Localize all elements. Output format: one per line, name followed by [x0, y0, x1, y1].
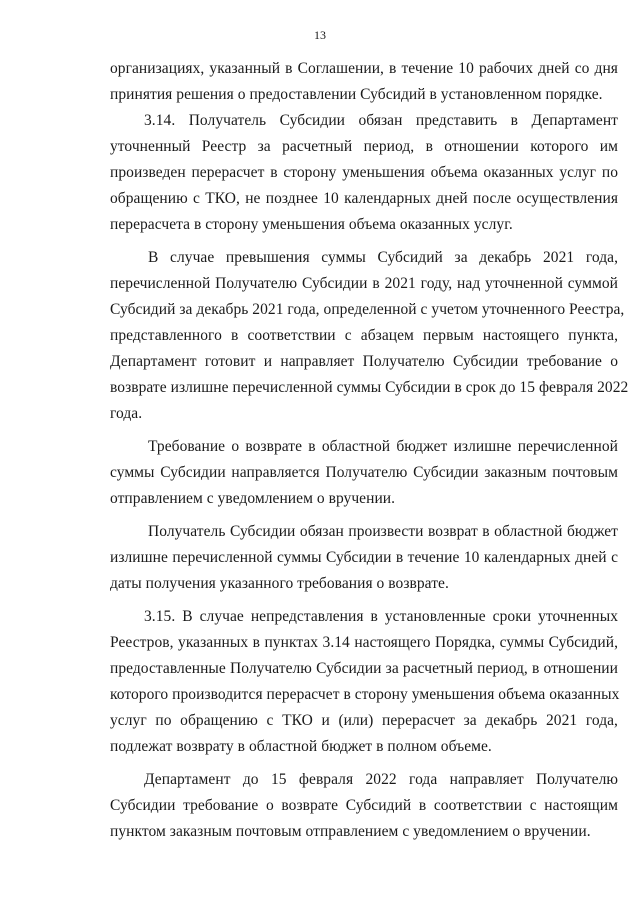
text-line: суммы Субсидии направляется Получателю Субсидии заказным почтовым: [110, 464, 618, 481]
text-line: обращению с ТКО, не позднее 10 календарных дней после осуществления: [110, 190, 618, 207]
text-line: Реестров, указанных в пунктах 3.14 настоящего Порядка, суммы Субсидий,: [110, 634, 618, 651]
text-line: Получатель Субсидии обязан произвести возврат в областной бюджет: [148, 523, 618, 540]
text-line: пунктом заказным почтовым отправлением с уведомлением о вручении.: [110, 823, 591, 840]
text-line: уточненный Реестр за расчетный период, в отношении которого им: [110, 138, 618, 155]
text-line: перерасчета в сторону уменьшения объема оказанных услуг.: [110, 216, 513, 233]
text-line: В случае превышения суммы Субсидий за декабрь 2021 года,: [148, 249, 618, 266]
text-line: предоставленные Получателю Субсидии за расчетный период, в отношении: [110, 660, 618, 677]
text-line: Департамент готовит и направляет Получателю Субсидии требование о: [110, 353, 618, 370]
page-number: 13: [314, 28, 326, 42]
text-line: представленного в соответствии с абзацем первым настоящего пункта,: [110, 327, 618, 344]
text-line: организациях, указанный в Соглашении, в течение 10 рабочих дней со дня: [110, 60, 618, 77]
paragraph-gap: [110, 427, 618, 434]
paragraph-3-14: [110, 108, 618, 238]
text-line: Департамент до 15 февраля 2022 года направляет Получателю: [144, 771, 618, 788]
text-line: принятия решения о предоставлении Субсидий в установленном порядке.: [110, 86, 603, 103]
paragraph-gap: [110, 597, 618, 604]
text-line: перечисленной Получателю Субсидии в 2021 году, над уточненной суммой: [110, 275, 618, 292]
text-line: Субсидий за декабрь 2021 года, определенной с учетом уточненного Реестра,: [110, 301, 625, 318]
document-body: [110, 56, 629, 845]
text-line: подлежат возврату в областной бюджет в полном объеме.: [110, 738, 492, 755]
text-line: отправлением с уведомлением о вручении.: [110, 490, 396, 507]
text-line: излишне перечисленной суммы Субсидии в течение 10 календарных дней с: [110, 549, 618, 566]
paragraph-department-deadline: [110, 767, 618, 845]
paragraph-return-requirement: [110, 434, 618, 512]
paragraph-3-15: [110, 604, 618, 760]
text-line: Требование о возврате в областной бюджет излишне перечисленной: [148, 438, 618, 455]
text-line: произведен перерасчет в сторону уменьшения объема оказанных услуг по: [110, 164, 618, 181]
paragraph-gap: [110, 238, 618, 245]
text-line: возврате излишне перечисленной суммы Субсидии в срок до 15 февраля 2022: [110, 379, 629, 396]
text-line: 3.14. Получатель Субсидии обязан представить в Департамент: [144, 112, 618, 129]
paragraph-gap: [110, 512, 618, 519]
paragraph-1: [110, 56, 618, 108]
text-line: 3.15. В случае непредставления в установленные сроки уточненных: [144, 608, 618, 625]
text-line: которого производится перерасчет в сторону уменьшения объема оказанных: [110, 686, 620, 703]
paragraph-recipient-obligation: [110, 519, 618, 597]
text-line: года.: [110, 405, 143, 422]
text-line: Субсидии требование о возврате Субсидий в соответствии с настоящим: [110, 797, 618, 814]
text-line: услуг по обращению с ТКО и (или) перерасчет за декабрь 2021 года,: [110, 712, 618, 729]
text-line: даты получения указанного требования о возврате.: [110, 575, 449, 592]
paragraph-gap: [110, 760, 618, 767]
paragraph-december-excess: [110, 245, 629, 427]
